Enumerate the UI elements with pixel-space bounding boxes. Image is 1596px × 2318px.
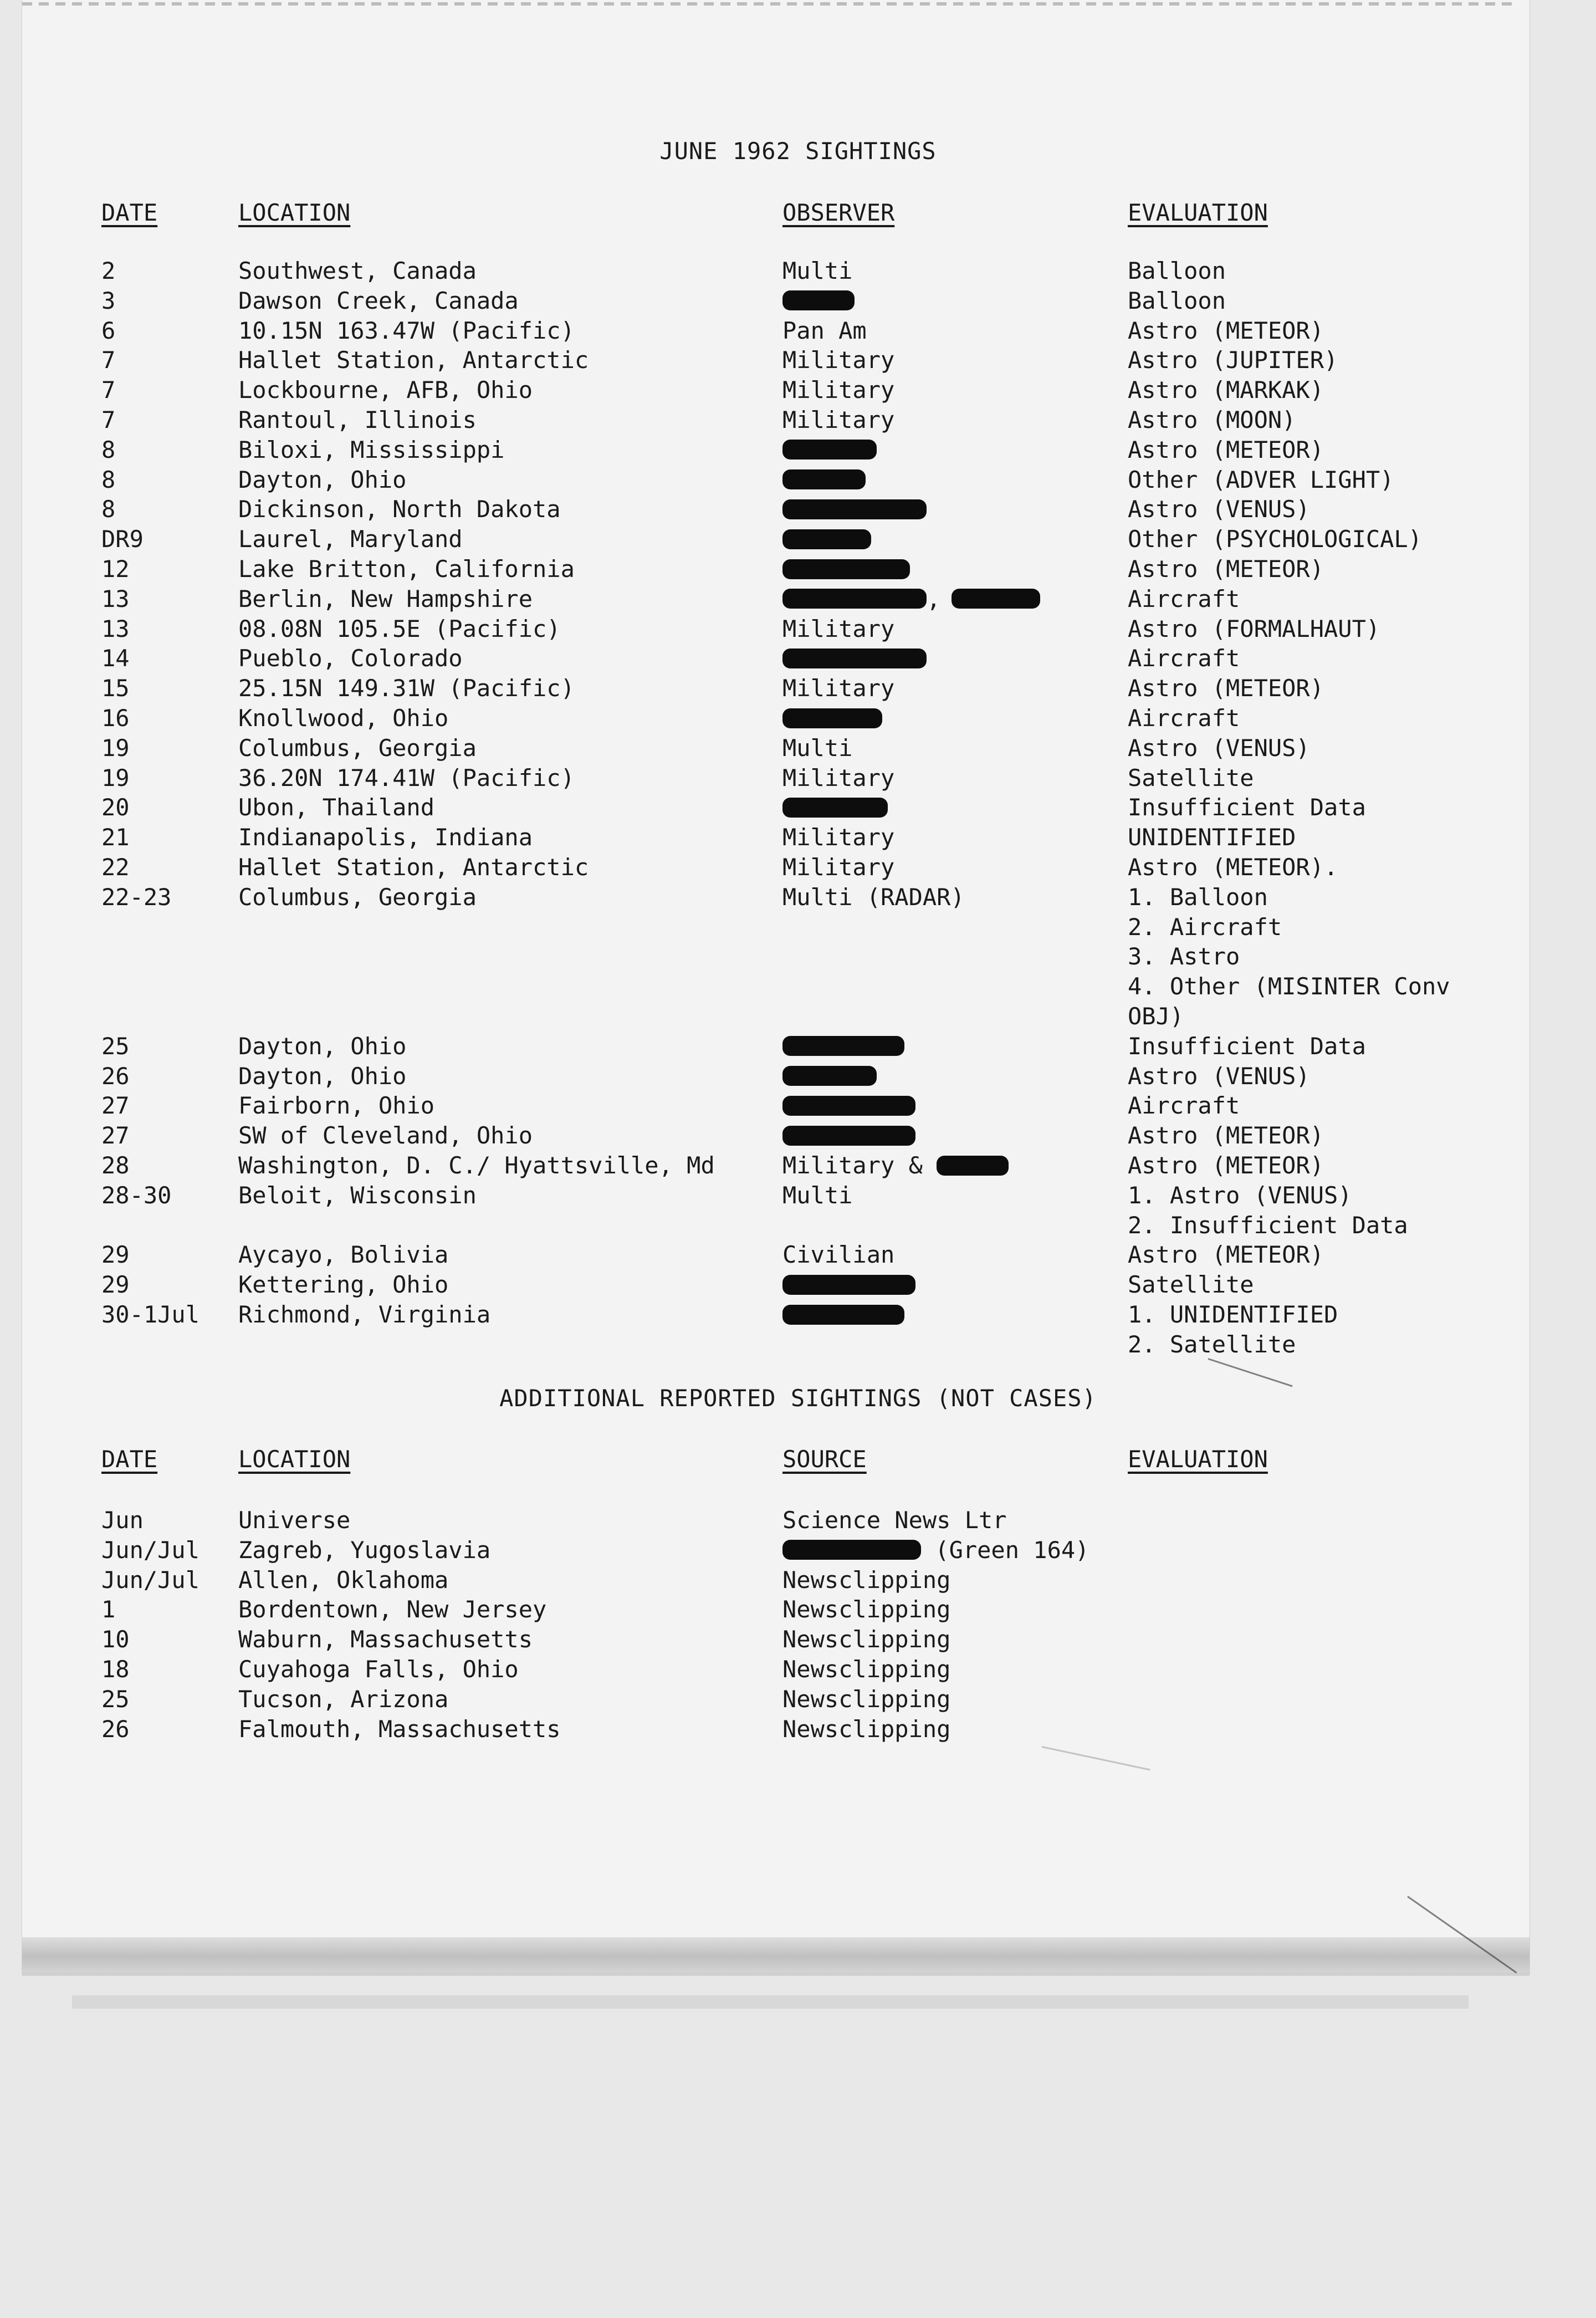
row-observer bbox=[782, 554, 910, 584]
row-date: 26 bbox=[101, 1062, 130, 1090]
row-date: 29 bbox=[101, 1271, 130, 1299]
row-location: Tucson, Arizona bbox=[238, 1685, 449, 1713]
row-date: 18 bbox=[101, 1656, 130, 1683]
redaction-bar bbox=[937, 1156, 1009, 1176]
row-evaluation: Astro (MARKAK) bbox=[1128, 376, 1324, 404]
row-location: Hallet Station, Antarctic bbox=[238, 346, 589, 374]
row-evaluation: Aircraft bbox=[1128, 1092, 1240, 1120]
row-observer-text: Military & bbox=[782, 1152, 937, 1179]
row-location: Lockbourne, AFB, Ohio bbox=[238, 376, 533, 404]
row-source: Newsclipping bbox=[782, 1715, 951, 1743]
row-evaluation: Aircraft bbox=[1128, 645, 1240, 672]
row-evaluation: Other (PSYCHOLOGICAL) bbox=[1128, 525, 1423, 553]
additional-row bbox=[0, 1655, 1596, 1684]
row-location: Universe bbox=[238, 1507, 351, 1534]
row-evaluation: Astro (VENUS) bbox=[1128, 496, 1310, 523]
additional-row bbox=[0, 1714, 1596, 1744]
redaction-bar bbox=[782, 440, 877, 459]
row-date: Jun/Jul bbox=[101, 1536, 200, 1564]
row-observer: Military bbox=[782, 854, 895, 881]
row-location: Berlin, New Hampshire bbox=[238, 585, 533, 612]
row-location: Columbus, Georgia bbox=[238, 883, 477, 911]
additional-row bbox=[0, 1684, 1596, 1714]
table-row bbox=[0, 763, 1596, 793]
row-source-text: (Green 164) bbox=[921, 1536, 1089, 1564]
row-evaluation: Astro (MOON) bbox=[1128, 406, 1296, 433]
redaction-bar bbox=[782, 1036, 904, 1056]
row-observer: Military bbox=[782, 406, 895, 433]
redaction-bar bbox=[782, 1305, 904, 1325]
row-date: Jun bbox=[101, 1507, 144, 1534]
table-row bbox=[0, 286, 1596, 316]
additional-row bbox=[0, 1505, 1596, 1535]
table-row bbox=[0, 614, 1596, 644]
row-date: 14 bbox=[101, 645, 130, 672]
row-location: Dayton, Ohio bbox=[238, 466, 407, 493]
row-evaluation: 4. Other (MISINTER Conv bbox=[1128, 973, 1450, 1000]
row-location: Fairborn, Ohio bbox=[238, 1092, 435, 1120]
row-evaluation: Astro (VENUS) bbox=[1128, 1062, 1310, 1090]
row-observer: Military bbox=[782, 346, 895, 374]
table-row bbox=[0, 1330, 1596, 1360]
table-row bbox=[0, 942, 1596, 972]
additional-header-date: DATE bbox=[101, 1446, 158, 1473]
row-evaluation: Astro (METEOR) bbox=[1128, 316, 1324, 344]
row-date: 15 bbox=[101, 675, 130, 702]
row-evaluation: Astro (METEOR) bbox=[1128, 1122, 1324, 1150]
row-location: Laurel, Maryland bbox=[238, 525, 463, 553]
row-location: Lake Britton, California bbox=[238, 555, 575, 583]
row-date: 28 bbox=[101, 1152, 130, 1179]
row-source: Newsclipping bbox=[782, 1685, 951, 1713]
table-row bbox=[0, 644, 1596, 673]
row-evaluation: Astro (METEOR) bbox=[1128, 555, 1324, 583]
page-title: JUNE 1962 SIGHTINGS bbox=[659, 137, 937, 165]
row-location: Zagreb, Yugoslavia bbox=[238, 1536, 491, 1564]
row-observer bbox=[782, 1151, 1009, 1181]
row-observer bbox=[782, 584, 1040, 614]
table-row bbox=[0, 1032, 1596, 1061]
row-location: 36.20N 174.41W (Pacific) bbox=[238, 764, 575, 792]
row-evaluation: Astro (METEOR) bbox=[1128, 1152, 1324, 1179]
row-evaluation: Satellite bbox=[1128, 1271, 1254, 1299]
row-date: 22 bbox=[101, 854, 130, 881]
row-date: 13 bbox=[101, 585, 130, 612]
row-location: Dickinson, North Dakota bbox=[238, 496, 561, 523]
row-observer: Multi bbox=[782, 734, 853, 762]
row-observer bbox=[782, 286, 855, 316]
row-observer: Military bbox=[782, 824, 895, 851]
row-date: 6 bbox=[101, 316, 116, 344]
table-row bbox=[0, 1002, 1596, 1032]
row-observer bbox=[782, 793, 888, 823]
table-row bbox=[0, 1211, 1596, 1240]
row-date: 16 bbox=[101, 704, 130, 732]
additional-header-location: LOCATION bbox=[238, 1446, 351, 1473]
additional-row bbox=[0, 1595, 1596, 1625]
row-observer: Multi bbox=[782, 1181, 853, 1209]
redaction-bar bbox=[782, 798, 888, 818]
row-evaluation: 1. Astro (VENUS) bbox=[1128, 1181, 1352, 1209]
scan-shadow bbox=[72, 1995, 1469, 2009]
row-date: 20 bbox=[101, 794, 130, 821]
row-date: 22-23 bbox=[101, 883, 172, 911]
row-date: 26 bbox=[101, 1715, 130, 1743]
row-evaluation: Satellite bbox=[1128, 764, 1254, 792]
row-evaluation: Insufficient Data bbox=[1128, 1032, 1366, 1060]
row-date: 8 bbox=[101, 436, 116, 463]
redaction-bar bbox=[782, 1540, 921, 1560]
redaction-bar bbox=[952, 589, 1040, 609]
table-row bbox=[0, 584, 1596, 614]
redaction-bar bbox=[782, 529, 871, 549]
row-evaluation: 2. Aircraft bbox=[1128, 913, 1282, 941]
page-bottom-edge bbox=[22, 1937, 1530, 1976]
row-location: Beloit, Wisconsin bbox=[238, 1181, 477, 1209]
redaction-bar bbox=[782, 290, 855, 310]
row-observer bbox=[782, 1032, 904, 1061]
row-evaluation: Astro (METEOR) bbox=[1128, 675, 1324, 702]
table-row bbox=[0, 256, 1596, 286]
row-location: 10.15N 163.47W (Pacific) bbox=[238, 316, 575, 344]
row-date: 7 bbox=[101, 346, 116, 374]
row-date: 19 bbox=[101, 734, 130, 762]
row-observer: Military bbox=[782, 376, 895, 404]
row-location: SW of Cleveland, Ohio bbox=[238, 1122, 533, 1150]
additional-row bbox=[0, 1565, 1596, 1595]
row-date: Jun/Jul bbox=[101, 1566, 200, 1594]
table-row bbox=[0, 435, 1596, 465]
row-location: 08.08N 105.5E (Pacific) bbox=[238, 615, 561, 642]
row-evaluation: Balloon bbox=[1128, 287, 1226, 314]
row-observer: Pan Am bbox=[782, 316, 867, 344]
row-observer bbox=[782, 703, 882, 733]
row-location: 25.15N 149.31W (Pacific) bbox=[238, 675, 575, 702]
row-evaluation: 2. Satellite bbox=[1128, 1330, 1296, 1358]
row-observer: Civilian bbox=[782, 1241, 895, 1269]
row-location: Allen, Oklahoma bbox=[238, 1566, 449, 1594]
row-date: 3 bbox=[101, 287, 116, 314]
table-row bbox=[0, 554, 1596, 584]
table-row bbox=[0, 912, 1596, 942]
additional-row bbox=[0, 1535, 1596, 1565]
table-row bbox=[0, 1061, 1596, 1091]
row-location: Dayton, Ohio bbox=[238, 1032, 407, 1060]
redaction-bar bbox=[782, 708, 882, 728]
row-location: Waburn, Massachusetts bbox=[238, 1626, 533, 1653]
table-row bbox=[0, 1240, 1596, 1270]
header-observer: OBSERVER bbox=[782, 199, 895, 226]
header-evaluation: EVALUATION bbox=[1128, 199, 1268, 226]
row-date: 27 bbox=[101, 1092, 130, 1120]
header-date: DATE bbox=[101, 199, 158, 226]
row-observer bbox=[782, 494, 927, 524]
table-row bbox=[0, 823, 1596, 852]
row-observer bbox=[782, 1300, 904, 1330]
row-observer bbox=[782, 1061, 877, 1091]
additional-header-source: SOURCE bbox=[782, 1446, 867, 1473]
table-row bbox=[0, 405, 1596, 435]
table-row bbox=[0, 733, 1596, 763]
row-location: Aycayo, Bolivia bbox=[238, 1241, 449, 1269]
table-row bbox=[0, 465, 1596, 495]
table-row bbox=[0, 703, 1596, 733]
row-source bbox=[782, 1535, 1089, 1565]
row-date: 8 bbox=[101, 466, 116, 493]
table-row bbox=[0, 1300, 1596, 1330]
table-row bbox=[0, 673, 1596, 703]
row-date: 8 bbox=[101, 496, 116, 523]
row-observer: Multi (RADAR) bbox=[782, 883, 965, 911]
row-observer bbox=[782, 524, 871, 554]
row-observer bbox=[782, 1091, 915, 1121]
row-location: Knollwood, Ohio bbox=[238, 704, 449, 732]
row-observer bbox=[782, 644, 927, 673]
row-observer: Military bbox=[782, 615, 895, 642]
row-observer bbox=[782, 465, 866, 495]
table-row bbox=[0, 1181, 1596, 1211]
row-observer: Multi bbox=[782, 257, 853, 284]
redaction-bar bbox=[782, 1096, 915, 1116]
row-location: Bordentown, New Jersey bbox=[238, 1596, 547, 1623]
additional-row bbox=[0, 1625, 1596, 1655]
row-location: Southwest, Canada bbox=[238, 257, 477, 284]
row-evaluation: UNIDENTIFIED bbox=[1128, 824, 1296, 851]
table-row bbox=[0, 1121, 1596, 1151]
table-row bbox=[0, 1270, 1596, 1300]
table-row bbox=[0, 375, 1596, 405]
row-date: 13 bbox=[101, 615, 130, 642]
row-source: Newsclipping bbox=[782, 1566, 951, 1594]
row-date: 29 bbox=[101, 1241, 130, 1269]
row-evaluation: Astro (METEOR). bbox=[1128, 854, 1338, 881]
row-location: Indianapolis, Indiana bbox=[238, 824, 533, 851]
row-observer bbox=[782, 435, 877, 465]
header-location: LOCATION bbox=[238, 199, 351, 226]
row-date: 1 bbox=[101, 1596, 116, 1623]
row-evaluation: Astro (VENUS) bbox=[1128, 734, 1310, 762]
redaction-bar bbox=[782, 499, 927, 519]
table-row bbox=[0, 494, 1596, 524]
row-date: 10 bbox=[101, 1626, 130, 1653]
row-evaluation: Astro (METEOR) bbox=[1128, 1241, 1324, 1269]
row-date: 30-1Jul bbox=[101, 1301, 200, 1328]
row-source: Newsclipping bbox=[782, 1626, 951, 1653]
row-evaluation: Astro (FORMALHAUT) bbox=[1128, 615, 1380, 642]
row-location: Dawson Creek, Canada bbox=[238, 287, 519, 314]
row-evaluation: 1. Balloon bbox=[1128, 883, 1268, 911]
row-date: 2 bbox=[101, 257, 116, 284]
row-date: 25 bbox=[101, 1032, 130, 1060]
table-row bbox=[0, 852, 1596, 882]
table-row bbox=[0, 1091, 1596, 1121]
table-row bbox=[0, 345, 1596, 375]
row-evaluation: 1. UNIDENTIFIED bbox=[1128, 1301, 1338, 1328]
row-location: Biloxi, Mississippi bbox=[238, 436, 505, 463]
row-date: 21 bbox=[101, 824, 130, 851]
redaction-bar bbox=[782, 1126, 915, 1146]
row-source: Newsclipping bbox=[782, 1596, 951, 1623]
row-date: DR9 bbox=[101, 525, 144, 553]
row-date: 25 bbox=[101, 1685, 130, 1713]
row-evaluation: Other (ADVER LIGHT) bbox=[1128, 466, 1394, 493]
row-evaluation: Insufficient Data bbox=[1128, 794, 1366, 821]
row-evaluation: Astro (JUPITER) bbox=[1128, 346, 1338, 374]
additional-header-evaluation: EVALUATION bbox=[1128, 1446, 1268, 1473]
row-location: Kettering, Ohio bbox=[238, 1271, 449, 1299]
row-source: Science News Ltr bbox=[782, 1507, 1007, 1534]
row-evaluation: 3. Astro bbox=[1128, 943, 1240, 971]
row-evaluation: OBJ) bbox=[1128, 1003, 1184, 1030]
table-row bbox=[0, 793, 1596, 823]
row-observer: Military bbox=[782, 675, 895, 702]
row-location: Columbus, Georgia bbox=[238, 734, 477, 762]
redaction-bar bbox=[782, 559, 910, 579]
table-header bbox=[0, 198, 1596, 228]
table-row bbox=[0, 972, 1596, 1002]
row-source: Newsclipping bbox=[782, 1656, 951, 1683]
row-location: Dayton, Ohio bbox=[238, 1062, 407, 1090]
row-location: Rantoul, Illinois bbox=[238, 406, 477, 433]
row-evaluation: Balloon bbox=[1128, 257, 1226, 284]
row-observer bbox=[782, 1270, 915, 1300]
row-observer bbox=[782, 1121, 915, 1151]
row-evaluation: Aircraft bbox=[1128, 585, 1240, 612]
row-date: 7 bbox=[101, 376, 116, 404]
additional-table-header bbox=[0, 1444, 1596, 1474]
row-location: Ubon, Thailand bbox=[238, 794, 435, 821]
row-date: 19 bbox=[101, 764, 130, 792]
row-evaluation: Aircraft bbox=[1128, 704, 1240, 732]
row-location: Washington, D. C./ Hyattsville, Md bbox=[238, 1152, 715, 1179]
row-location: Hallet Station, Antarctic bbox=[238, 854, 589, 881]
row-observer-text: , bbox=[927, 585, 941, 612]
row-date: 7 bbox=[101, 406, 116, 433]
redaction-bar bbox=[782, 589, 927, 609]
row-date: 27 bbox=[101, 1122, 130, 1150]
redaction-bar bbox=[782, 469, 866, 489]
row-observer: Military bbox=[782, 764, 895, 792]
table-row bbox=[0, 1151, 1596, 1181]
row-location: Falmouth, Massachusetts bbox=[238, 1715, 561, 1743]
redaction-bar bbox=[782, 1066, 877, 1086]
row-evaluation: Astro (METEOR) bbox=[1128, 436, 1324, 463]
row-date: 28-30 bbox=[101, 1181, 172, 1209]
additional-title: ADDITIONAL REPORTED SIGHTINGS (NOT CASES) bbox=[499, 1385, 1097, 1412]
row-location: Pueblo, Colorado bbox=[238, 645, 463, 672]
page-top-edge bbox=[22, 2, 1518, 6]
row-location: Richmond, Virginia bbox=[238, 1301, 491, 1328]
row-date: 12 bbox=[101, 555, 130, 583]
table-row bbox=[0, 316, 1596, 346]
row-location: Cuyahoga Falls, Ohio bbox=[238, 1656, 519, 1683]
redaction-bar bbox=[782, 1275, 915, 1295]
redaction-bar bbox=[782, 649, 927, 668]
row-evaluation: 2. Insufficient Data bbox=[1128, 1211, 1408, 1239]
table-row bbox=[0, 524, 1596, 554]
table-row bbox=[0, 882, 1596, 912]
